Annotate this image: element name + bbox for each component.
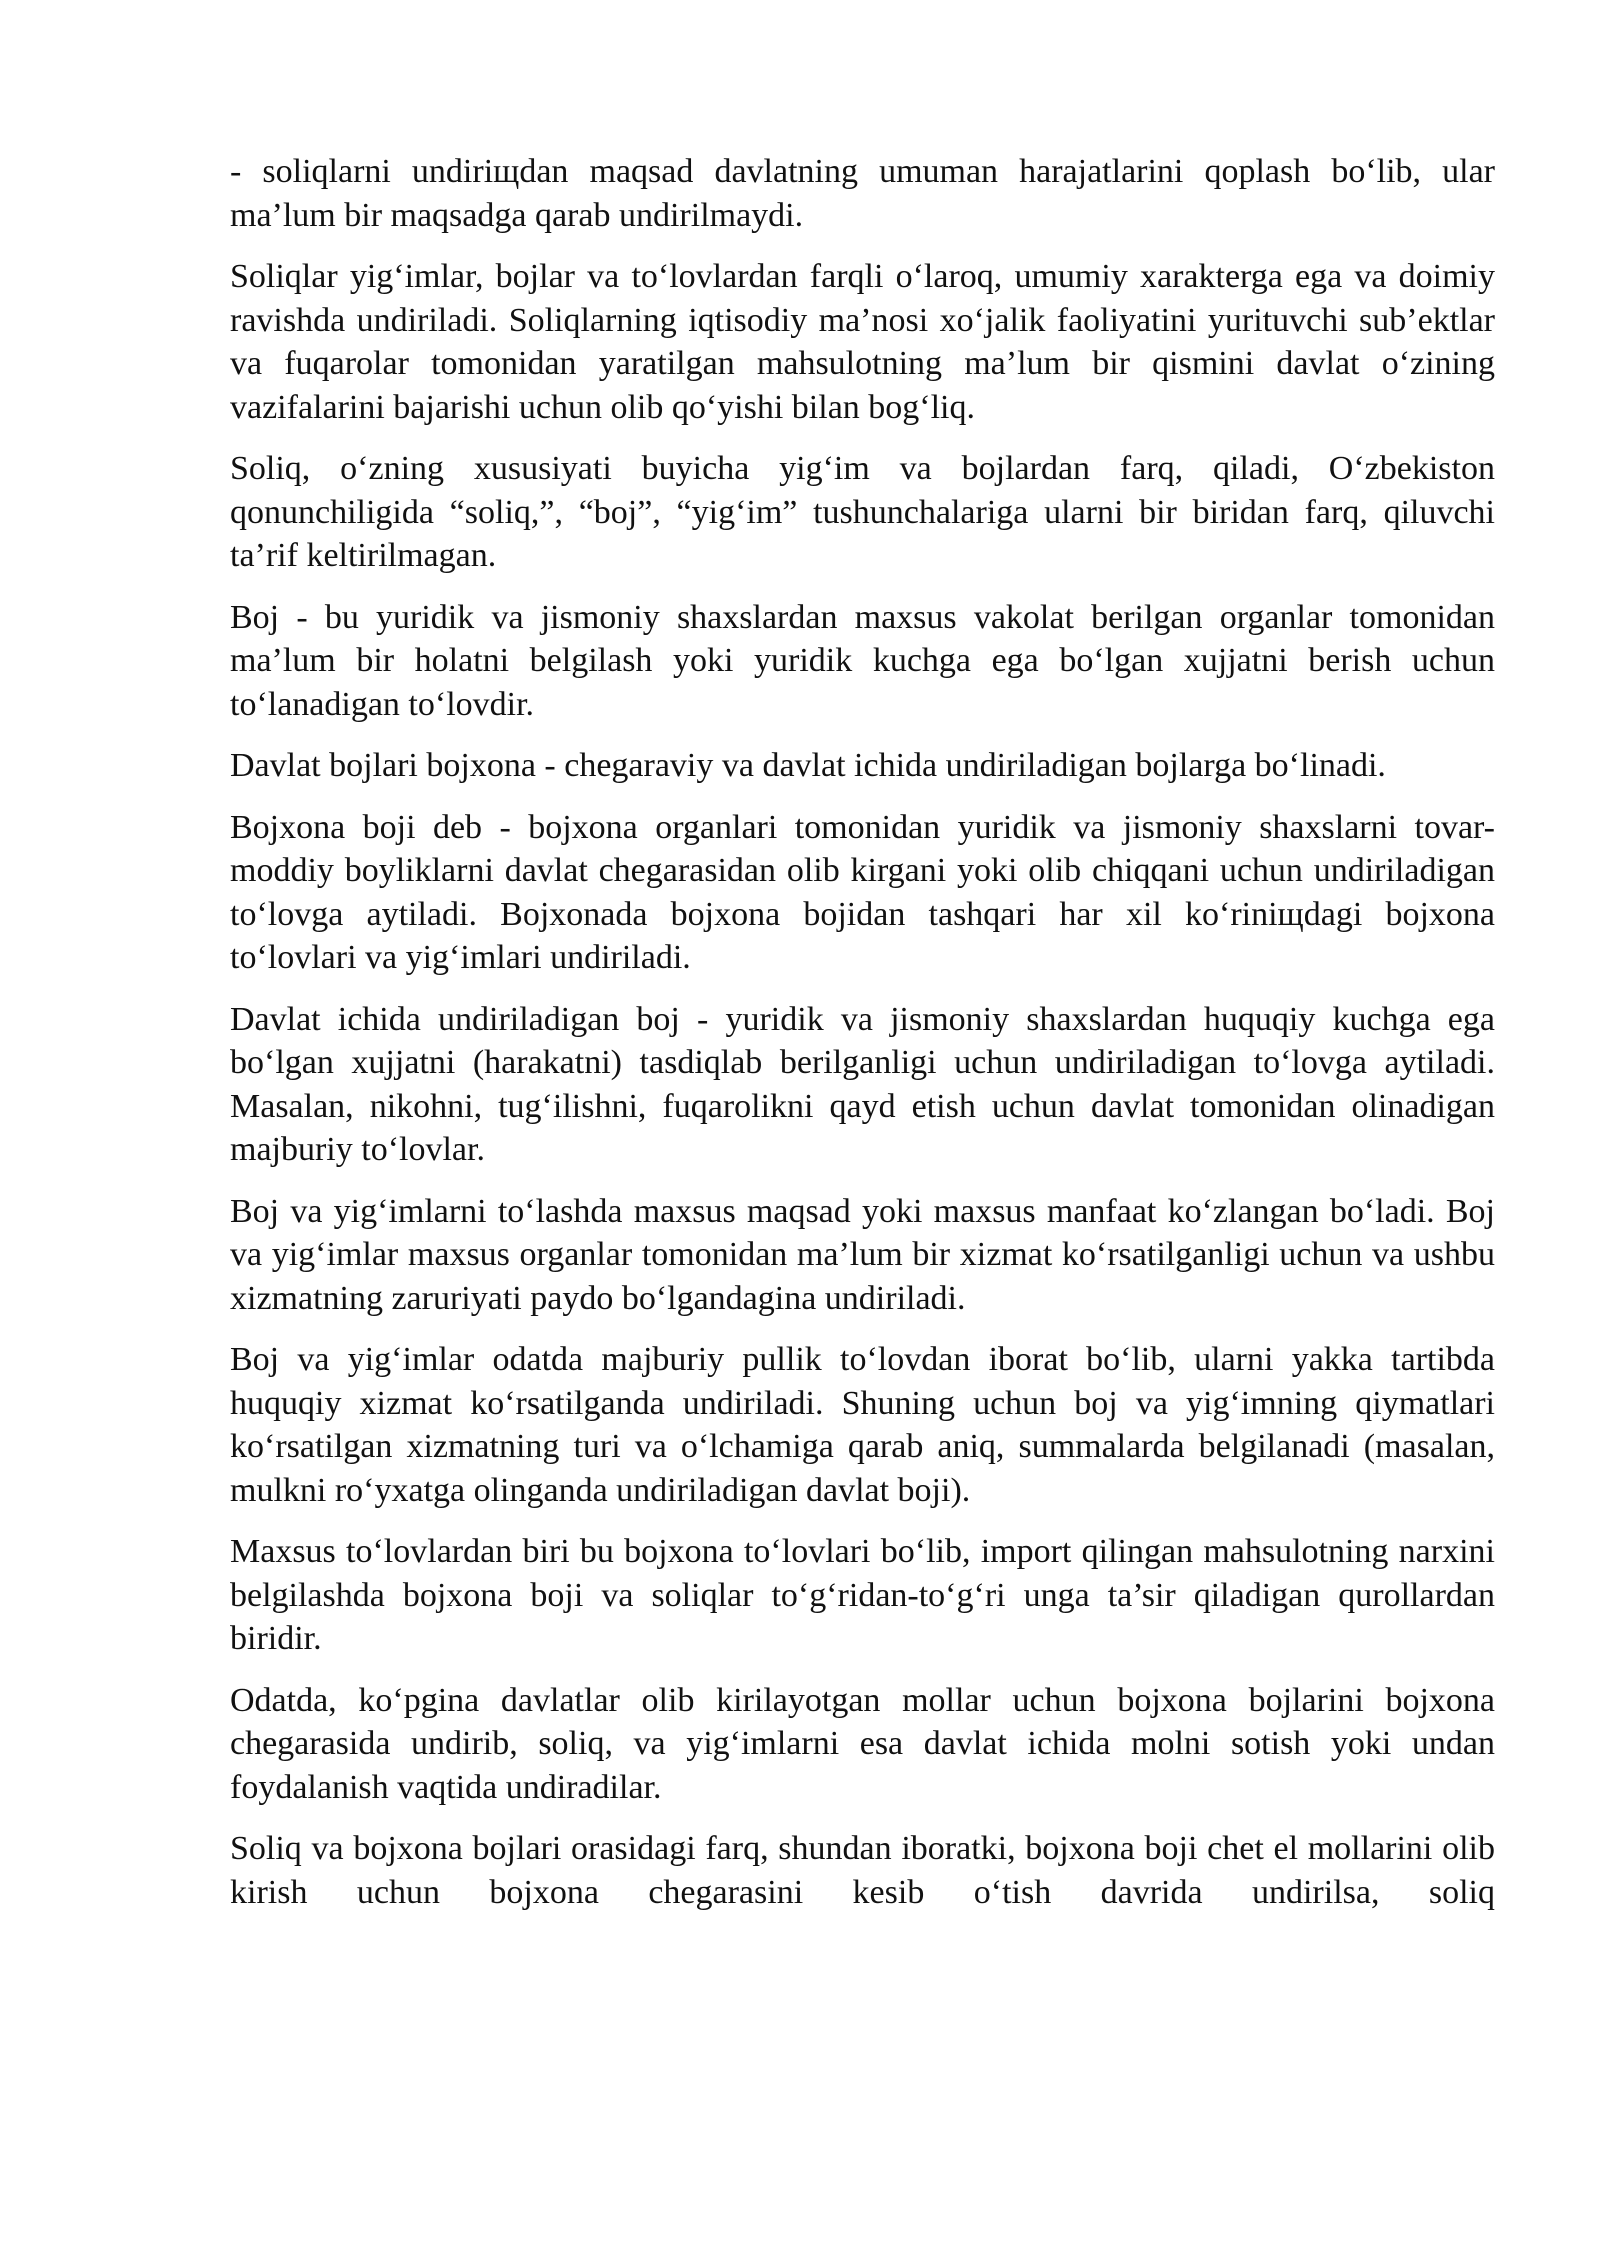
paragraph-11: Odatda, ko‘pgina davlatlar olib kirilayotgan mollar uchun bojxona bojlarini bojxona chegarasida undirib, soliq, va yig‘imlarni esa davlat ichida molni sotish yoki undan foydalanish vaqtida undiradilar. — [230, 1681, 1495, 1806]
paragraph-3: Soliq, o‘zning xususiyati buyicha yig‘im va bojlardan farq, qiladi, O‘zbekiston qonunchiligida “soliq,”, “boj”, “yig‘im” tushunchalariga ularni bir biridan farq, qiluvchi ta’rif keltirilmagan. — [230, 450, 1495, 574]
paragraph-1: - soliqlarni undiriщdan maqsad davlatning umuman harajatlarini qoplash bo‘lib, ular ma’lum bir maqsadga qarab undirilmaydi. — [230, 153, 1495, 234]
document-page — [230, 150, 1495, 1932]
paragraph-12: Soliq va bojxona bojlari orasidagi farq, shundan iboratki, bojxona boji chet el mollarini olib kirish uchun bojxona chegarasini kesib o‘tish davrida undirilsa, soliq — [230, 1830, 1495, 1911]
paragraph-7: Davlat ichida undiriladigan boj - yuridik va jismoniy shaxslardan huquqiy kuchga ega bo‘lgan xujjatni (harakatni) tasdiqlab berilganligi uchun undiriladigan to‘lovga aytiladi. Masalan, nikohni, tug‘ilishni, fuqarolikni qayd etish uchun davlat tomonidan olinadigan majburiy to‘lovlar. — [230, 1000, 1495, 1168]
paragraph-9: Boj va yig‘imlar odatda majburiy pullik to‘lovdan iborat bo‘lib, ularni yakka tartibda huquqiy xizmat ko‘rsatilganda undiriladi. Shuning uchun boj va yig‘imning qiymatlari ko‘rsatilgan xizmatning turi va o‘lchamiga qarab aniq, summalarda belgilanadi (masalan, mulkni ro‘yxatga olinganda undiriladigan davlat boji). — [230, 1341, 1495, 1509]
paragraph-10: Maxsus to‘lovlardan biri bu bojxona to‘lovlari bo‘lib, import qilingan mahsulotning narxini belgilashda bojxona boji va soliqlar to‘g‘ridan-to‘g‘ri unga ta’sir qiladigan qurollardan biridir. — [230, 1533, 1495, 1657]
paragraph-8: Boj va yig‘imlarni to‘lashda maxsus maqsad yoki maxsus manfaat ko‘zlangan bo‘ladi. Boj va yig‘imlar maxsus organlar tomonidan ma’lum bir xizmat ko‘rsatilganligi uchun va ushbu xizmatning zaruriyati paydo bo‘lgandagina undiriladi. — [230, 1192, 1495, 1317]
paragraph-2: Soliqlar yig‘imlar, bojlar va to‘lovlardan farqli o‘laroq, umumiy xarakterga ega va doimiy ravishda undiriladi. Soliqlarning iqtisodiy ma’nosi xo‘jalik faoliyatini yurituvchi sub’ektlar va fuqarolar tomonidan yaratilgan mahsulotning ma’lum bir qismini davlat o‘zining vazifalarini bajarishi uchun olib qo‘yishi bilan bog‘liq. — [230, 258, 1495, 426]
paragraph-6: Bojxona boji deb - bojxona organlari tomonidan yuridik va jismoniy shaxslarni tovar-moddiy boyliklarni davlat chegarasidan olib kirgani yoki olib chiqqani uchun undiriladigan to‘lovga aytiladi. Bojxonada bojxona bojidan tashqari har xil ko‘riniщdagi bojxona to‘lovlari va yig‘imlari undiriladi. — [230, 808, 1495, 976]
paragraph-5: Davlat bojlari bojxona - chegaraviy va davlat ichida undiriladigan bojlarga bo‘linadi. — [230, 747, 1386, 784]
paragraph-4: Boj - bu yuridik va jismoniy shaxslardan maxsus vakolat berilgan organlar tomonidan ma’lum bir holatni belgilash yoki yuridik kuchga ega bo‘lgan xujjatni berish uchun to‘lanadigan to‘lovdir. — [230, 598, 1495, 723]
